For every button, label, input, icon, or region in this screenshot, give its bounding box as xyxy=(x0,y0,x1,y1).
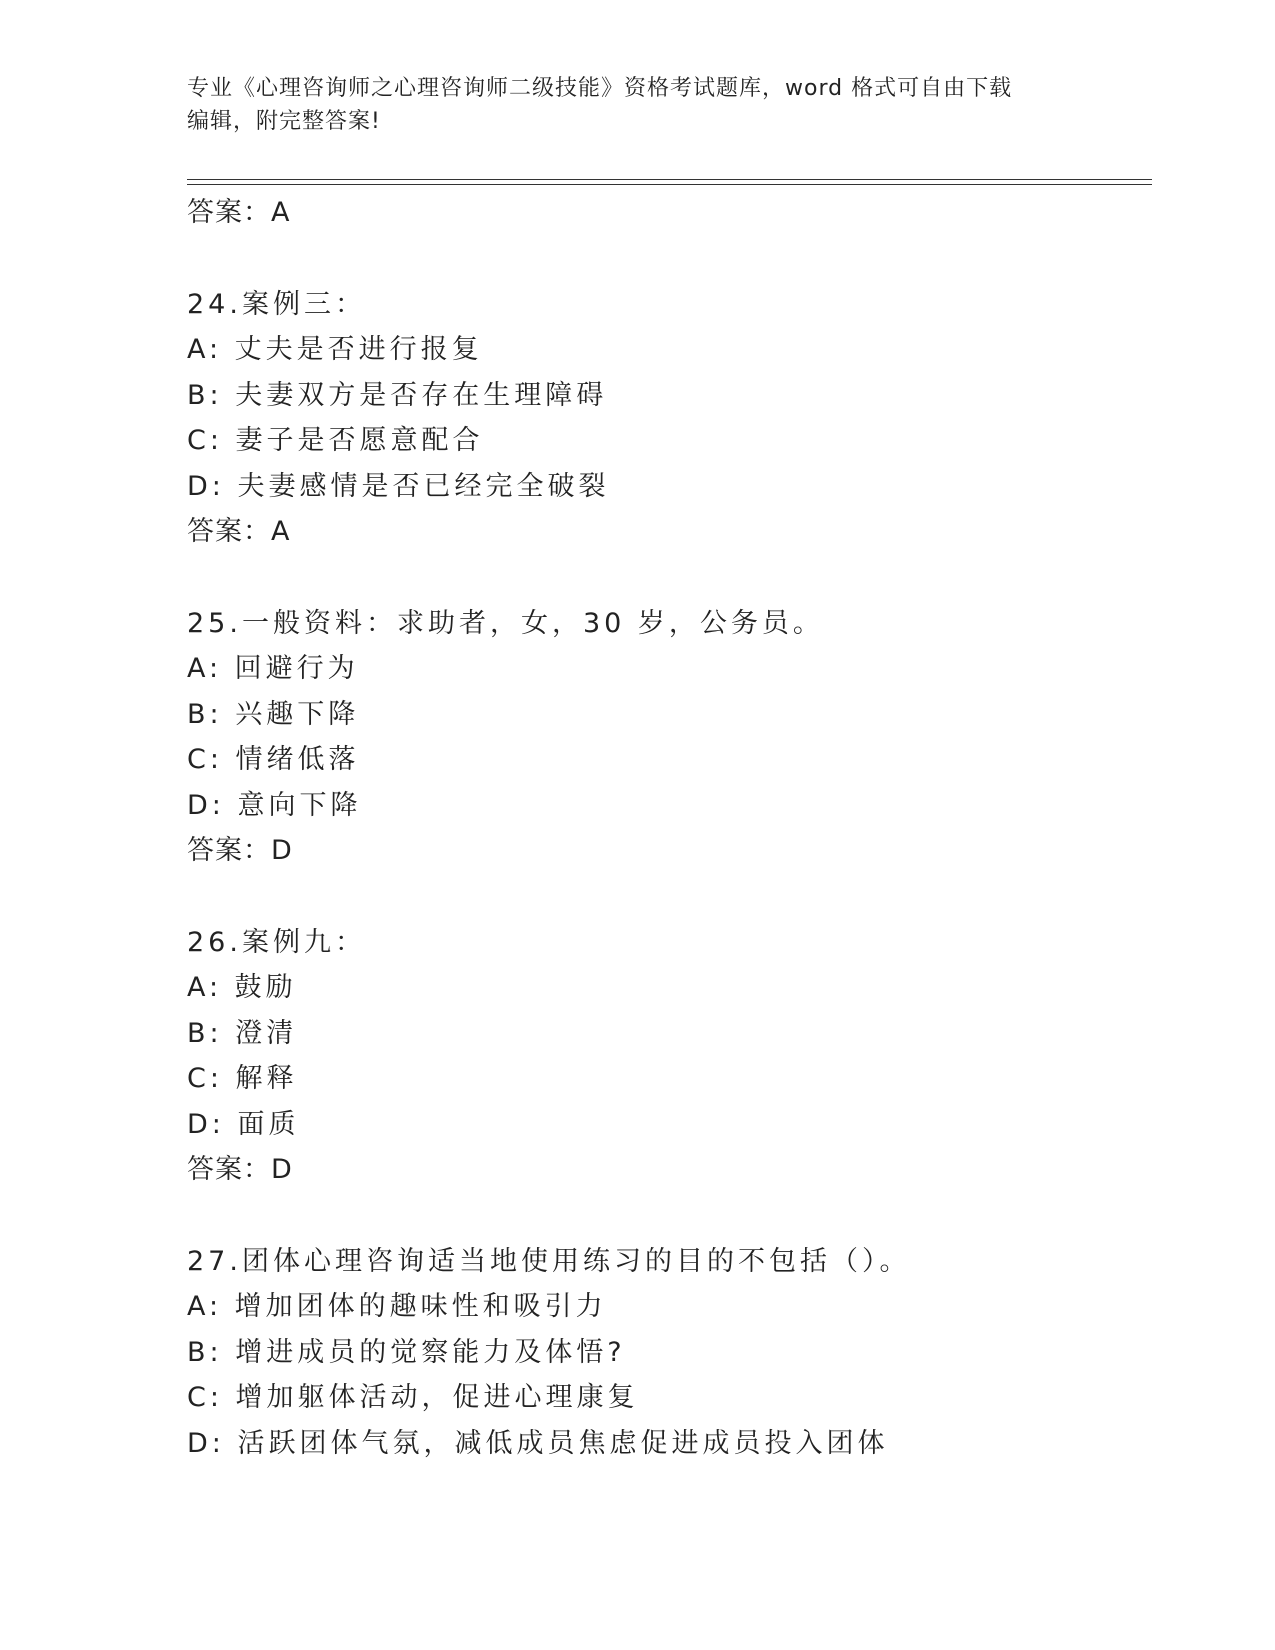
option-b: B: 夫妻双方是否存在生理障碍 xyxy=(187,379,608,411)
question-27 xyxy=(187,1239,1147,1467)
answer-line: 答案：D xyxy=(187,835,293,866)
header-divider-bottom xyxy=(187,184,1152,185)
option-d: D: 意向下降 xyxy=(187,789,362,821)
option-b: B: 澄清 xyxy=(187,1017,298,1049)
option-d: D: 活跃团体气氛，减低成员焦虑促进成员投入团体 xyxy=(187,1427,889,1459)
question-25 xyxy=(187,601,1147,874)
header-line-2: 编辑，附完整答案! xyxy=(187,109,381,134)
answer-line: 答案：A xyxy=(187,516,291,547)
option-c: C: 增加躯体活动，促进心理康复 xyxy=(187,1382,639,1413)
option-a: A: 鼓励 xyxy=(187,972,297,1003)
option-d: D: 面质 xyxy=(187,1108,300,1140)
question-stem: 27.团体心理咨询适当地使用练习的目的不包括（）。 xyxy=(187,1245,911,1277)
question-stem: 25.一般资料：求助者，女，30 岁，公务员。 xyxy=(187,607,824,639)
option-b: B: 增进成员的觉察能力及体悟? xyxy=(187,1336,626,1368)
option-a: A: 丈夫是否进行报复 xyxy=(187,334,483,365)
option-c: C: 解释 xyxy=(187,1063,298,1094)
document-header xyxy=(187,72,1067,138)
option-c: C: 情绪低落 xyxy=(187,744,360,775)
answer-line: 答案：D xyxy=(187,1154,293,1185)
question-24 xyxy=(187,282,1147,555)
header-divider-top xyxy=(187,179,1152,180)
option-a: A: 增加团体的趣味性和吸引力 xyxy=(187,1291,607,1322)
question-stem: 26.案例九： xyxy=(187,926,366,958)
question-list xyxy=(187,190,1147,1466)
option-b: B: 兴趣下降 xyxy=(187,698,360,730)
answer-line: 答案：A xyxy=(187,197,291,228)
header-line-1: 专业《心理咨询师之心理咨询师二级技能》资格考试题库，word 格式可自由下载 xyxy=(187,76,1013,101)
option-d: D: 夫妻感情是否已经完全破裂 xyxy=(187,470,610,502)
question-stem: 24.案例三： xyxy=(187,288,366,320)
option-a: A: 回避行为 xyxy=(187,653,359,684)
option-c: C: 妻子是否愿意配合 xyxy=(187,425,484,456)
question-26 xyxy=(187,920,1147,1193)
